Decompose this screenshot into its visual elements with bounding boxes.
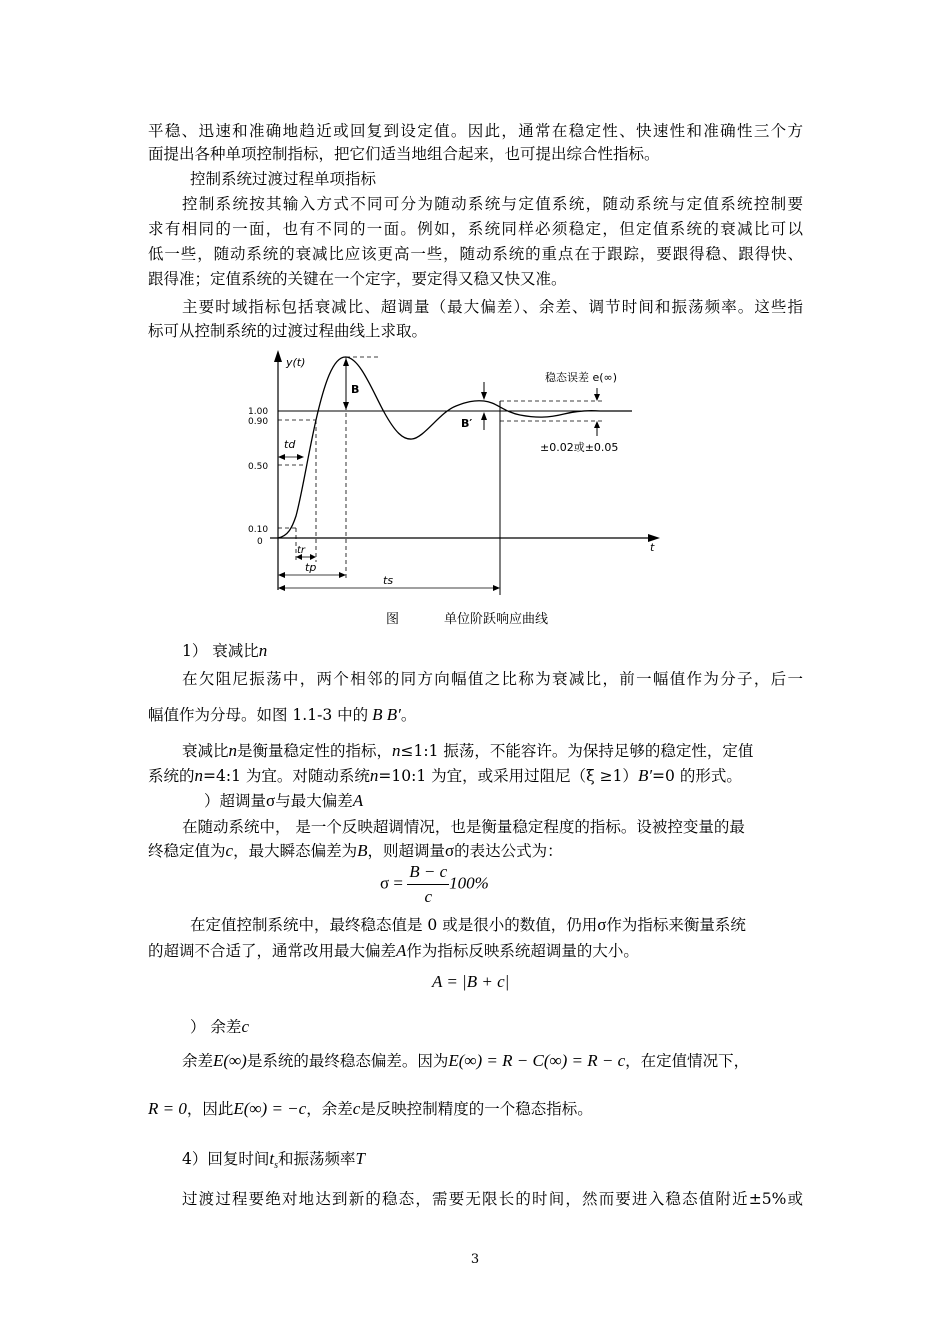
text-line: 在定值控制系统中，最终稳态值是 0 或是很小的数值，仍用σ作为指标来衡量系统 — [190, 915, 746, 934]
text-line: 系统的n=4:1 为宜。对随动系统n=10:1 为宜，或采用过阻尼（ξ ≥1）B′=0 的形式。 — [148, 766, 742, 785]
text-line: 的超调不合适了，通常改用最大偏差A作为指标反映系统超调量的大小。 — [148, 941, 639, 960]
overshoot-formula: σ = $\frac{B - c}{c}$ 100% — [380, 862, 489, 906]
text-line: 控制系统按其输入方式不同可分为随动系统与定值系统，随动系统与定值系统控制要 — [182, 195, 803, 213]
text-line: 在欠阻尼振荡中，两个相邻的同方向幅值之比称为衰减比，前一幅值作为分子，后一 — [182, 670, 803, 688]
text-line: 主要时域指标包括衰减比、超调量（最大偏差）、余差、调节时间和振荡频率。这些指 — [182, 298, 803, 316]
section-2-title: ）超调量σ与最大偏差A — [204, 791, 364, 810]
tick-label: 0 — [257, 537, 263, 547]
tick-label: 0.10 — [248, 525, 269, 535]
text-line: 终稳定值为c，最大瞬态偏差为B，则超调量σ的表达公式为： — [148, 841, 563, 860]
text-line: 平稳、迅速和准确地趋近或回复到设定值。因此，通常在稳定性、快速性和准确性三个方 — [148, 122, 803, 140]
max-deviation-formula: A = |B + c| — [432, 972, 510, 991]
steady-error-label: 稳态误差 e(∞) — [545, 371, 618, 384]
label-tp: tp — [305, 561, 317, 574]
y-axis-label: y(t) — [286, 356, 306, 369]
text-line: 求有相同的一面，也有不同的一面。例如，系统同样必须稳定，但定值系统的衰减比可以 — [148, 220, 803, 238]
text-line: 面提出各种单项控制指标，把它们适当地组合起来，也可提出综合性指标。 — [148, 145, 660, 163]
tolerance-label: ±0.02或±0.05 — [540, 441, 619, 454]
figure-caption-title: 单位阶跃响应曲线 — [444, 612, 549, 627]
text-line: 跟得准；定值系统的关键在一个定字，要定得又稳又快又准。 — [148, 270, 567, 288]
text-line: R = 0，因此E(∞) = −c，余差c是反映控制精度的一个稳态指标。 — [148, 1099, 593, 1118]
section-4-title: 4）回复时间$t_s$和振荡频率T — [182, 1149, 365, 1172]
x-axis-label: t — [650, 541, 655, 554]
label-td: td — [284, 438, 296, 451]
tick-label: 0.90 — [248, 417, 269, 427]
y-axis-arrow — [274, 350, 282, 362]
step-response-figure — [238, 346, 668, 602]
section-heading: 控制系统过渡过程单项指标 — [190, 170, 377, 188]
text-line: 余差E(∞)是系统的最终稳态偏差。因为E(∞) = R − C(∞) = R − c，在定值情况下， — [182, 1051, 750, 1070]
text-line: 标可从控制系统的过渡过程曲线上求取。 — [148, 322, 428, 340]
label-ts: ts — [383, 574, 394, 587]
text-line: 过渡过程要绝对地达到新的稳态，需要无限长的时间，然而要进入稳态值附近±5%或 — [182, 1190, 803, 1208]
tick-label: 0.50 — [248, 462, 269, 472]
tick-label: 1.00 — [248, 407, 269, 417]
text-line: 幅值作为分母。如图 1.1-3 中的 B B′。 — [148, 705, 417, 724]
section-1-title: 1） 衰减比n — [182, 641, 268, 660]
page-number: 3 — [470, 1252, 480, 1267]
figure-caption-label: 图 — [386, 612, 400, 627]
label-B: B — [351, 383, 360, 396]
text-line: 在随动系统中， 是一个反映超调情况，也是衡量稳定程度的指标。设被控变量的最 — [182, 818, 745, 836]
section-3-title: ） 余差c — [190, 1017, 249, 1036]
label-Bprime: B′ — [461, 417, 473, 430]
text-line: 衰减比n是衡量稳定性的指标，n≤1:1 振荡，不能容许。为保持足够的稳定性，定值 — [182, 741, 754, 760]
text-line: 低一些，随动系统的衰减比应该更高一些，随动系统的重点在于跟踪，要跟得稳、跟得快、 — [148, 245, 803, 263]
label-tr: tr — [297, 545, 306, 556]
